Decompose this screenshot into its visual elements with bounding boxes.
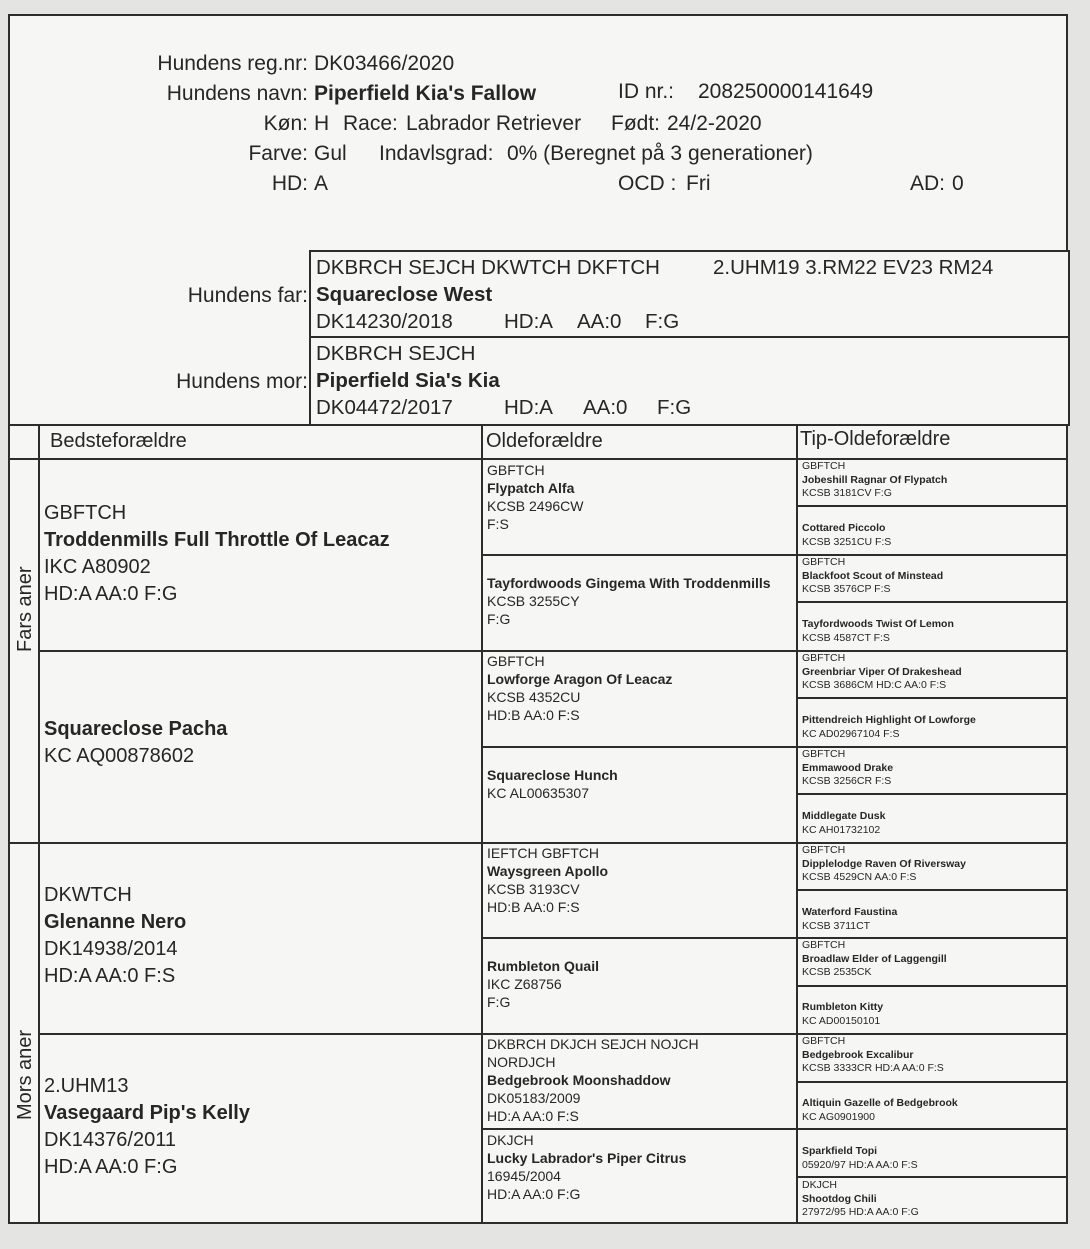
gp-title: 2.UHM13 — [44, 1075, 129, 1097]
gp-name: Troddenmills Full Throttle Of Leacaz — [44, 529, 390, 551]
gggp-divider-5 — [796, 697, 1068, 699]
gggp-divider-1 — [796, 505, 1068, 507]
gggp-name: Dipplelodge Raven Of Riversway — [802, 857, 966, 870]
gp-name: Squareclose Pacha — [44, 718, 228, 740]
gggp-name: Bedgebrook Excalibur — [802, 1048, 914, 1061]
gggp-name: Emmawood Drake — [802, 761, 894, 774]
name-value: Piperfield Kia's Fallow — [314, 82, 537, 105]
gggp-divider-11 — [796, 985, 1068, 987]
gggp-title: DKJCH — [802, 1179, 838, 1191]
born-value: 24/2-2020 — [667, 112, 762, 135]
ggp-health: F:S — [487, 516, 509, 532]
ggp-health: F:G — [487, 611, 511, 627]
greatgrandparent-5 — [487, 844, 608, 916]
inbreeding-label: Indavlsgrad: — [379, 142, 494, 165]
gggp-reg: KC AG0901900 — [802, 1110, 875, 1123]
color-value: Gul — [314, 142, 347, 165]
header-greatgreatgrandparents: Tip-Oldeforældre — [800, 428, 951, 450]
gggp-7 — [802, 748, 893, 789]
gggp-reg: KCSB 3251CU F:S — [802, 535, 892, 548]
born-label: Født: — [611, 112, 661, 135]
sex-label: Køn: — [263, 112, 308, 135]
ad-value: 0 — [952, 172, 964, 195]
gggp-divider-13 — [796, 1081, 1068, 1083]
father-f: F:G — [645, 310, 680, 333]
gp-health: HD:A AA:0 F:G — [44, 583, 178, 605]
gp-reg: DK14376/2011 — [44, 1129, 176, 1151]
col1-line — [481, 424, 483, 1224]
gggp-name: Jobeshill Ragnar Of Flypatch — [802, 473, 948, 486]
greatgrandparent-8 — [487, 1131, 686, 1203]
ggp-name: Flypatch Alfa — [487, 480, 575, 496]
gggp-5 — [802, 652, 962, 693]
side-column-line — [38, 424, 40, 1224]
mother-reg: DK04472/2017 — [316, 396, 453, 419]
color-label: Farve: — [248, 142, 308, 165]
gggp-16 — [802, 1179, 919, 1220]
ggp-title: IEFTCH GBFTCH — [487, 845, 599, 861]
col2-line — [796, 424, 798, 1224]
ad-label: AD: — [910, 172, 946, 195]
gggp-1 — [802, 460, 947, 501]
ggp-name: Squareclose Hunch — [487, 767, 618, 783]
sex-value: H — [314, 112, 330, 135]
ggp-health: HD:B AA:0 F:S — [487, 707, 580, 723]
gp-health: HD:A AA:0 F:S — [44, 965, 176, 987]
ggp-title: GBFTCH — [487, 653, 545, 669]
gggp-name: Tayfordwoods Twist Of Lemon — [802, 618, 954, 630]
mother-aa: AA:0 — [583, 396, 628, 419]
gggp-reg: KCSB 3256CR F:S — [802, 775, 892, 787]
mother-titles: DKBRCH SEJCH — [316, 342, 476, 365]
grandparent-3 — [44, 882, 186, 990]
gp-title: DKWTCH — [44, 884, 132, 906]
gggp-reg: KCSB 3181CV F:G — [802, 487, 892, 499]
gggp-reg: 27972/95 HD:A AA:0 F:G — [802, 1206, 919, 1218]
ocd-value: Fri — [686, 172, 711, 195]
gp-divider-1 — [38, 650, 482, 652]
grandparent-1 — [44, 500, 390, 608]
greatgrandparent-3 — [487, 652, 672, 724]
gggp-reg: KCSB 2535CK — [802, 966, 872, 978]
ggp-reg: DK05183/2009 — [487, 1090, 581, 1106]
gggp-divider-15 — [796, 1176, 1068, 1178]
ocd-label: OCD : — [618, 172, 677, 195]
gggp-name: Broadlaw Elder of Laggengill — [802, 952, 947, 965]
greatgrandparent-1 — [487, 461, 583, 533]
greatgrandparent-6 — [487, 957, 599, 1011]
gggp-reg: KC AH01732102 — [802, 823, 881, 836]
ggp-name: Rumbleton Quail — [487, 958, 599, 974]
gggp-11 — [802, 939, 947, 980]
gggp-title: GBFTCH — [802, 939, 846, 951]
grandparent-4 — [44, 1073, 250, 1181]
ggp-reg: IKC Z68756 — [487, 976, 562, 992]
grid-top-line — [10, 424, 1068, 426]
gp-name: Glenanne Nero — [44, 911, 187, 933]
side-divider-line — [10, 842, 482, 844]
gggp-title: GBFTCH — [802, 652, 846, 664]
hd-label: HD: — [271, 172, 308, 195]
gggp-13 — [802, 1035, 944, 1076]
gggp-6 — [802, 714, 976, 741]
gggp-reg: KC AD00150101 — [802, 1014, 881, 1027]
ggp-health: HD:A AA:0 F:S — [487, 1108, 579, 1124]
ggp-reg: KCSB 3255CY — [487, 593, 580, 609]
gggp-10 — [802, 906, 897, 933]
gggp-reg: KCSB 3576CP F:S — [802, 583, 891, 595]
gggp-name: Pittendreich Highlight Of Lowforge — [802, 714, 976, 726]
father-box — [309, 250, 1070, 338]
father-reg: DK14230/2018 — [316, 310, 453, 333]
id-label: ID nr.: — [618, 80, 675, 103]
side-label-father: Fars aner — [14, 566, 36, 652]
gggp-3 — [802, 556, 943, 597]
header-grandparents: Bedsteforældre — [50, 430, 187, 452]
gggp-divider-3 — [796, 601, 1068, 603]
father-name: Squareclose West — [316, 283, 493, 306]
ggp-divider-3 — [481, 746, 798, 748]
reg-label: Hundens reg.nr: — [157, 52, 308, 75]
ggp-title: DKBRCH DKJCH SEJCH NOJCH — [487, 1036, 699, 1052]
mother-label: Hundens mor: — [176, 370, 308, 393]
gp-reg: DK14938/2014 — [44, 938, 178, 960]
breed-label: Race: — [343, 112, 398, 135]
greatgrandparent-4 — [487, 766, 618, 802]
gggp-name: Middlegate Dusk — [802, 810, 886, 822]
ggp-divider-1 — [481, 554, 798, 556]
gggp-8 — [802, 810, 885, 837]
gggp-reg: KCSB 4587CT F:S — [802, 631, 890, 644]
pedigree-sheet — [8, 14, 1068, 1224]
ggp-name: Lowforge Aragon Of Leacaz — [487, 671, 673, 687]
gp-health: HD:A AA:0 F:G — [44, 1156, 178, 1178]
gggp-15 — [802, 1145, 918, 1172]
father-aa: AA:0 — [577, 310, 622, 333]
gggp-reg: 05920/97 HD:A AA:0 F:S — [802, 1158, 918, 1171]
ggp-reg: 16945/2004 — [487, 1168, 561, 1184]
gggp-2 — [802, 522, 891, 549]
gggp-name: Blackfoot Scout of Minstead — [802, 569, 944, 582]
ggp-name: Tayfordwoods Gingema With Troddenmills — [487, 575, 771, 591]
gggp-reg: KCSB 3686CM HD:C AA:0 F:S — [802, 679, 947, 691]
gggp-4 — [802, 618, 954, 645]
ggp-divider-7 — [481, 1128, 798, 1130]
breed-value: Labrador Retriever — [406, 112, 582, 135]
gggp-title: GBFTCH — [802, 460, 846, 472]
mother-box — [309, 336, 1070, 426]
father-titles: DKBRCH SEJCH DKWTCH DKFTCH — [316, 256, 660, 279]
gggp-title: GBFTCH — [802, 748, 846, 760]
gggp-divider-14 — [796, 1128, 1068, 1130]
gggp-name: Cottared Piccolo — [802, 522, 886, 534]
father-results: 2.UHM19 3.RM22 EV23 RM24 — [713, 256, 994, 279]
gggp-name: Shootdog Chili — [802, 1192, 877, 1205]
greatgrandparent-2 — [487, 574, 771, 628]
id-value: 208250000141649 — [698, 80, 874, 103]
hd-value: A — [314, 172, 329, 195]
gggp-name: Waterford Faustina — [802, 906, 898, 918]
name-label: Hundens navn: — [166, 82, 308, 105]
ggp-reg: KCSB 3193CV — [487, 881, 580, 897]
reg-value: DK03466/2020 — [314, 52, 455, 75]
gp-divider-3 — [38, 1033, 482, 1035]
ggp-title: GBFTCH — [487, 462, 545, 478]
gggp-name: Rumbleton Kitty — [802, 1001, 884, 1013]
gggp-reg: KCSB 3333CR HD:A AA:0 F:S — [802, 1062, 944, 1074]
ggp-title: DKJCH — [487, 1132, 534, 1148]
ggp-reg: KC AL00635307 — [487, 785, 589, 801]
father-hd: HD:A — [504, 310, 553, 333]
gggp-reg: KCSB 4529CN AA:0 F:S — [802, 871, 917, 883]
grandparent-2 — [44, 716, 227, 770]
gggp-divider-7 — [796, 793, 1068, 795]
inbreeding-value: 0% (Beregnet på 3 generationer) — [507, 142, 813, 165]
header-greatgrandparents: Oldeforældre — [486, 430, 603, 452]
gggp-title: GBFTCH — [802, 1035, 846, 1047]
ggp-reg: KCSB 4352CU — [487, 689, 581, 705]
gggp-12 — [802, 1001, 883, 1028]
gggp-title: GBFTCH — [802, 556, 846, 568]
ggp-name: Waysgreen Apollo — [487, 863, 609, 879]
ggp-health: HD:B AA:0 F:S — [487, 899, 580, 915]
ggp-divider-5 — [481, 937, 798, 939]
father-label: Hundens far: — [187, 284, 308, 307]
greatgrandparent-7 — [487, 1035, 699, 1125]
gp-title: GBFTCH — [44, 502, 127, 524]
gp-reg: IKC A80902 — [44, 556, 151, 578]
ggp-health: HD:A AA:0 F:G — [487, 1186, 581, 1202]
gggp-14 — [802, 1097, 958, 1124]
gggp-reg: KCSB 3711CT — [802, 919, 871, 932]
ggp-name: Lucky Labrador's Piper Citrus — [487, 1150, 687, 1166]
mother-hd: HD:A — [504, 396, 553, 419]
gp-reg: KC AQ00878602 — [44, 745, 195, 767]
gggp-title: GBFTCH — [802, 844, 846, 856]
gggp-name: Altiquin Gazelle of Bedgebrook — [802, 1097, 958, 1109]
ggp-reg: KCSB 2496CW — [487, 498, 584, 514]
ggp-name: Bedgebrook Moonshaddow — [487, 1072, 671, 1088]
mother-name: Piperfield Sia's Kia — [316, 369, 500, 392]
gggp-reg: KC AD02967104 F:S — [802, 727, 900, 740]
ggp-title2: NORDJCH — [487, 1054, 556, 1070]
mother-f: F:G — [657, 396, 692, 419]
side-label-mother: Mors aner — [14, 1029, 36, 1120]
gggp-9 — [802, 844, 966, 885]
gggp-name: Sparkfield Topi — [802, 1145, 878, 1157]
ggp-health: F:G — [487, 994, 511, 1010]
gggp-divider-9 — [796, 889, 1068, 891]
gggp-name: Greenbriar Viper Of Drakeshead — [802, 665, 962, 678]
gp-name: Vasegaard Pip's Kelly — [44, 1102, 250, 1124]
